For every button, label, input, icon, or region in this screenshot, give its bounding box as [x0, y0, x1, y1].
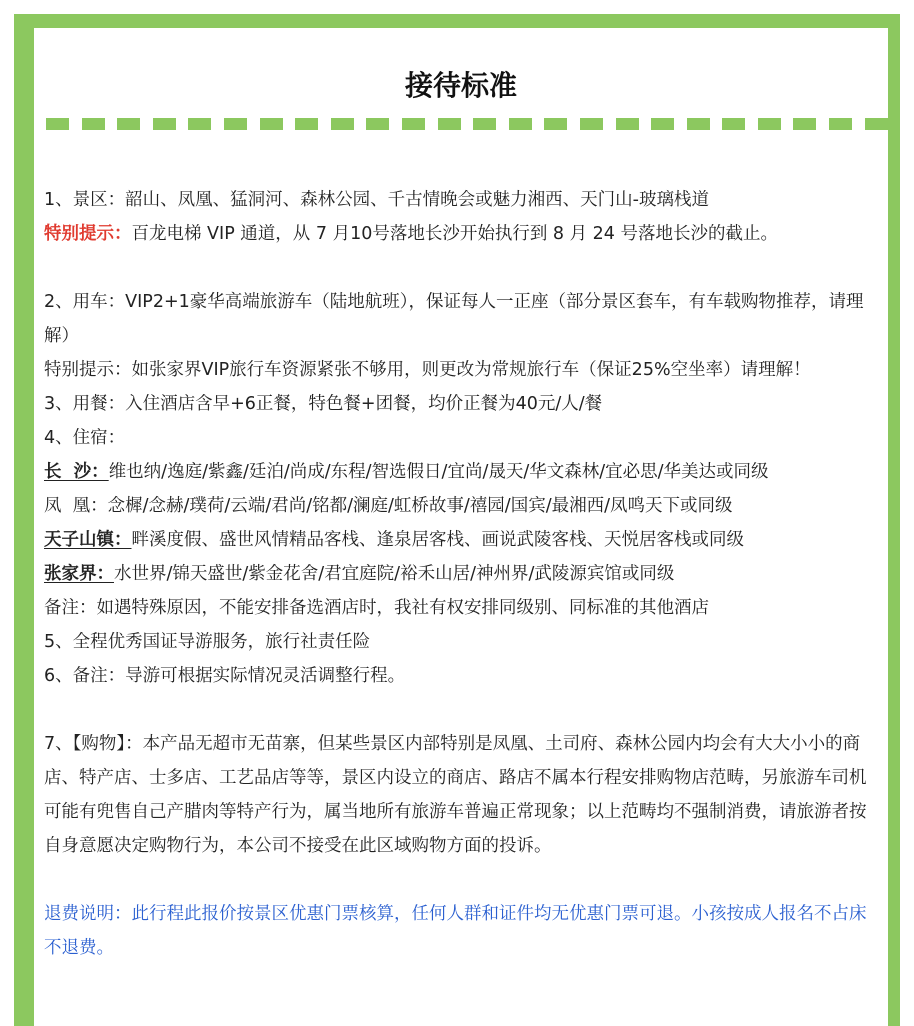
- hotel-changsha-label: 长 沙：: [44, 462, 109, 482]
- hotel-note: 备注：如遇特殊原因，不能安排备选酒店时，我社有权安排同级别、同标准的其他酒店: [44, 598, 709, 618]
- vehicle-info: 2、用车：VIP2+1豪华高端旅游车（陆地航班），保证每人一正座（部分景区套车，有车载购物推荐，请理解）: [44, 292, 864, 346]
- hotel-tianzi-list: 畔溪度假、盛世风情精品客栈、逢泉居客栈、画说武陵客栈、天悦居客栈或同级: [131, 530, 744, 550]
- hotel-fenghuang: [44, 489, 878, 523]
- vehicle-note: 特别提示：如张家界VIP旅行车资源紧张不够用，则更改为常规旅行车（保证25%空坐率）请理解！: [44, 360, 811, 380]
- scenic-spots: 1、景区：韶山、凤凰、猛洞河、森林公园、千古情晚会或魅力湘西、天门山-玻璃栈道: [44, 190, 709, 210]
- dashed-divider: [46, 118, 888, 130]
- hotel-tianzi: [44, 523, 878, 557]
- hotel-changsha: [44, 455, 878, 489]
- reception-standard-body: [44, 183, 878, 965]
- lodging-title: 4、住宿：: [44, 428, 126, 448]
- guide-service: 5、全程优秀国证导游服务，旅行社责任险: [44, 632, 371, 652]
- hotel-fenghuang-list: 念樨/念赫/璞荷/云端/君尚/铭都/澜庭/虹桥故事/禧园/国宾/最湘西/凤鸣天下或同级: [107, 496, 733, 516]
- green-frame: [14, 14, 900, 1026]
- page-title: 接待标准: [404, 69, 517, 102]
- special-notice-label: 特别提示：: [44, 224, 132, 244]
- refund-note: 退费说明：此行程此报价按景区优惠门票核算，任何人群和证件均无优惠门票可退。小孩按成人报名不占床不退费。: [44, 904, 867, 958]
- special-notice: [44, 217, 878, 251]
- hotel-fenghuang-label: 凤 凰：: [44, 496, 108, 516]
- hotel-zhangjiajie: [44, 557, 878, 591]
- special-notice-text: 百龙电梯 VIP 通道，从 7 月10号落地长沙开始执行到 8 月 24 号落地长沙的截止。: [131, 224, 778, 244]
- hotel-tianzi-label: 天子山镇：: [44, 530, 132, 550]
- hotel-zhangjiajie-list: 水世界/锦天盛世/紫金花舍/君宜庭院/裕禾山居/神州界/武陵源宾馆或同级: [114, 564, 675, 584]
- shopping-info: 7、【购物】：本产品无超市无苗寨，但某些景区内部特别是凤凰、土司府、森林公园内均会有大大小小的商店、特产店、士多店、工艺品店等等，景区内设立的商店、路店不属本行程安排购物店范畴，另旅游车司机可能有兜售自己产腊肉等特产行为，属当地所有旅游车普遍正常现象；以上范畴均不强制消费，请旅游者按自身意愿决定购物行为，本公司不接受在此区域购物方面的投诉。: [44, 734, 867, 856]
- meal-info: 3、用餐：入住酒店含早+6正餐，特色餐+团餐，均价正餐为40元/人/餐: [44, 394, 603, 414]
- hotel-zhangjiajie-label: 张家界：: [44, 564, 114, 584]
- hotel-changsha-list: 维也纳/逸庭/紫鑫/廷泊/尚成/东程/智选假日/宜尚/晟天/华文森林/宜必思/华美达或同级: [108, 462, 769, 482]
- content-panel: [34, 28, 888, 1026]
- itinerary-remark: 6、备注：导游可根据实际情况灵活调整行程。: [44, 666, 406, 686]
